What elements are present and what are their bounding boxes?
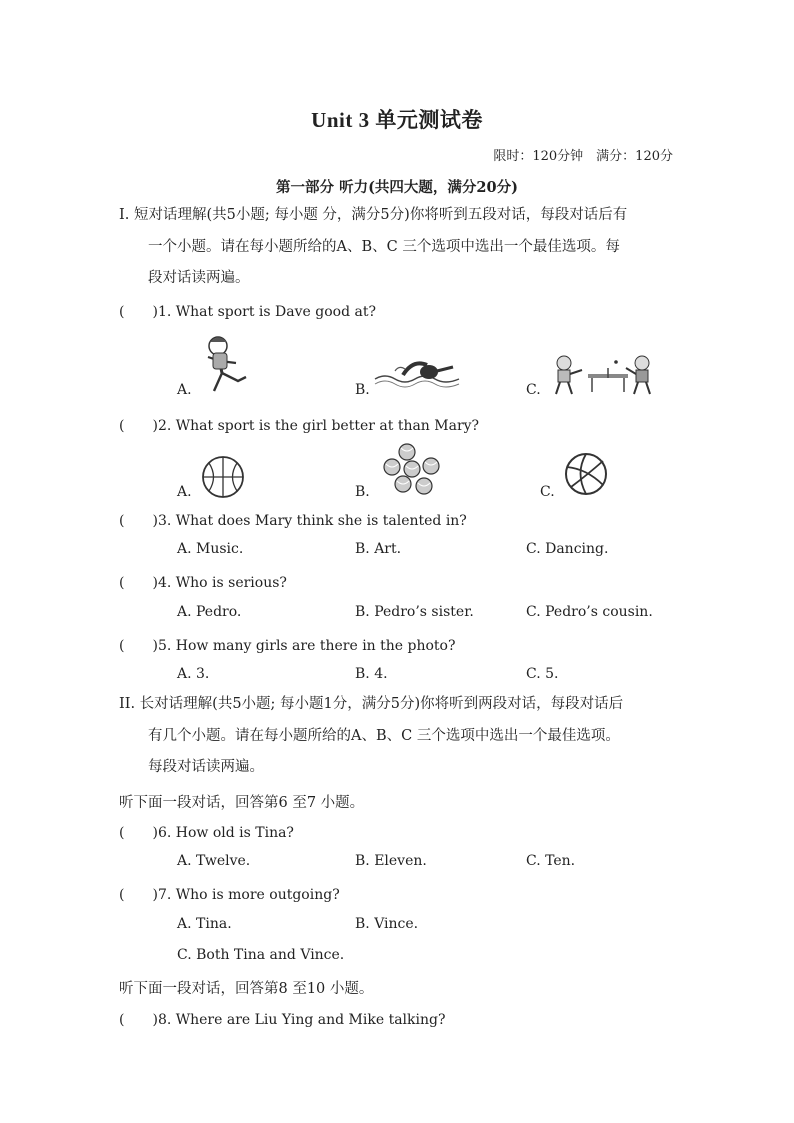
question-text: 1. What sport is Dave good at? [157,304,376,320]
question-text: 7. Who is more outgoing? [157,887,340,903]
question-text: 6. How old is Tina? [157,825,294,841]
page-title: Unit 3 单元测试卷 [311,108,483,132]
answer-blank[interactable]: ( ) [119,638,158,654]
section-2-line-2: 有几个小题。请在每小题所给的A、B、C 三个选项中选出一个最佳选项。 [148,728,620,744]
question-text: 3. What does Mary think she is talented in? [157,513,467,529]
option-b: B. 4. [355,666,388,682]
volleyball-icon [563,451,609,497]
question-text: 5. How many girls are there in the photo? [157,638,456,654]
table-tennis-players-icon [550,354,660,396]
option-c: C. 5. [526,666,559,682]
answer-blank[interactable]: ( ) [119,304,158,320]
option-a: A. Music. [177,541,244,557]
question-6 [119,822,294,842]
option-b: B. Eleven. [355,853,427,869]
option-c: C. Ten. [526,853,576,869]
option-b: B. [355,382,370,398]
answer-blank[interactable]: ( ) [119,513,158,529]
answer-blank[interactable]: ( ) [119,575,158,591]
section-1-line-3: 段对话读两遍。 [148,270,250,286]
question-text: 2. What sport is the girl better at than Mary? [157,418,480,434]
option-a: A. 3. [177,666,210,682]
option-b: B. Vince. [355,916,419,932]
question-text: 8. Where are Liu Ying and Mike talking? [157,1012,446,1028]
question-8 [119,1009,445,1029]
basketball-icon [200,455,246,499]
option-c: C. [526,382,541,398]
option-a: A. Pedro. [177,604,242,620]
answer-blank[interactable]: ( ) [119,1012,158,1028]
option-c: C. Both Tina and Vince. [177,947,345,963]
question-2 [119,415,479,435]
option-b: B. [355,484,370,500]
option-c: C. [540,484,555,500]
option-c: C. Pedro’s cousin. [526,604,653,620]
option-a: A. [177,484,192,500]
question-text: 4. Who is serious? [157,575,287,591]
dialogue-instruction: 听下面一段对话，回答第8 至10 小题。 [119,981,374,997]
option-a: A. Tina. [177,916,232,932]
question-7 [119,884,340,904]
answer-blank[interactable]: ( ) [119,887,158,903]
question-5 [119,635,455,655]
option-c: C. Dancing. [526,541,609,557]
option-b: B. Pedro’s sister. [355,604,474,620]
tennis-balls-icon [381,442,443,498]
answer-blank[interactable]: ( ) [119,418,158,434]
dialogue-instruction: 听下面一段对话，回答第6 至7 小题。 [119,795,365,811]
option-a: A. Twelve. [177,853,251,869]
swimmer-icon [373,357,461,389]
question-1 [119,301,376,321]
section-1-line-2: 一个小题。请在每小题所给的A、B、C 三个选项中选出一个最佳选项。每 [148,239,620,255]
option-b: B. Art. [355,541,402,557]
time-limit: 限时：120分钟 满分：120分 [493,149,673,164]
section-2-line-1: II. 长对话理解(共5小题; 每小题1分，满分5分)你将听到两段对话，每段对话后 [119,696,624,712]
running-boy-icon [196,333,252,395]
section-1-line-1: I. 短对话理解(共5小题; 每小题 分，满分5分)你将听到五段对话，每段对话后有 [119,207,628,223]
question-3 [119,510,467,530]
part-title: 第一部分 听力(共四大题，满分20分) [276,179,518,196]
answer-blank[interactable]: ( ) [119,825,158,841]
section-2-line-3: 每段对话读两遍。 [148,759,264,775]
option-a: A. [177,382,192,398]
question-4 [119,572,287,592]
